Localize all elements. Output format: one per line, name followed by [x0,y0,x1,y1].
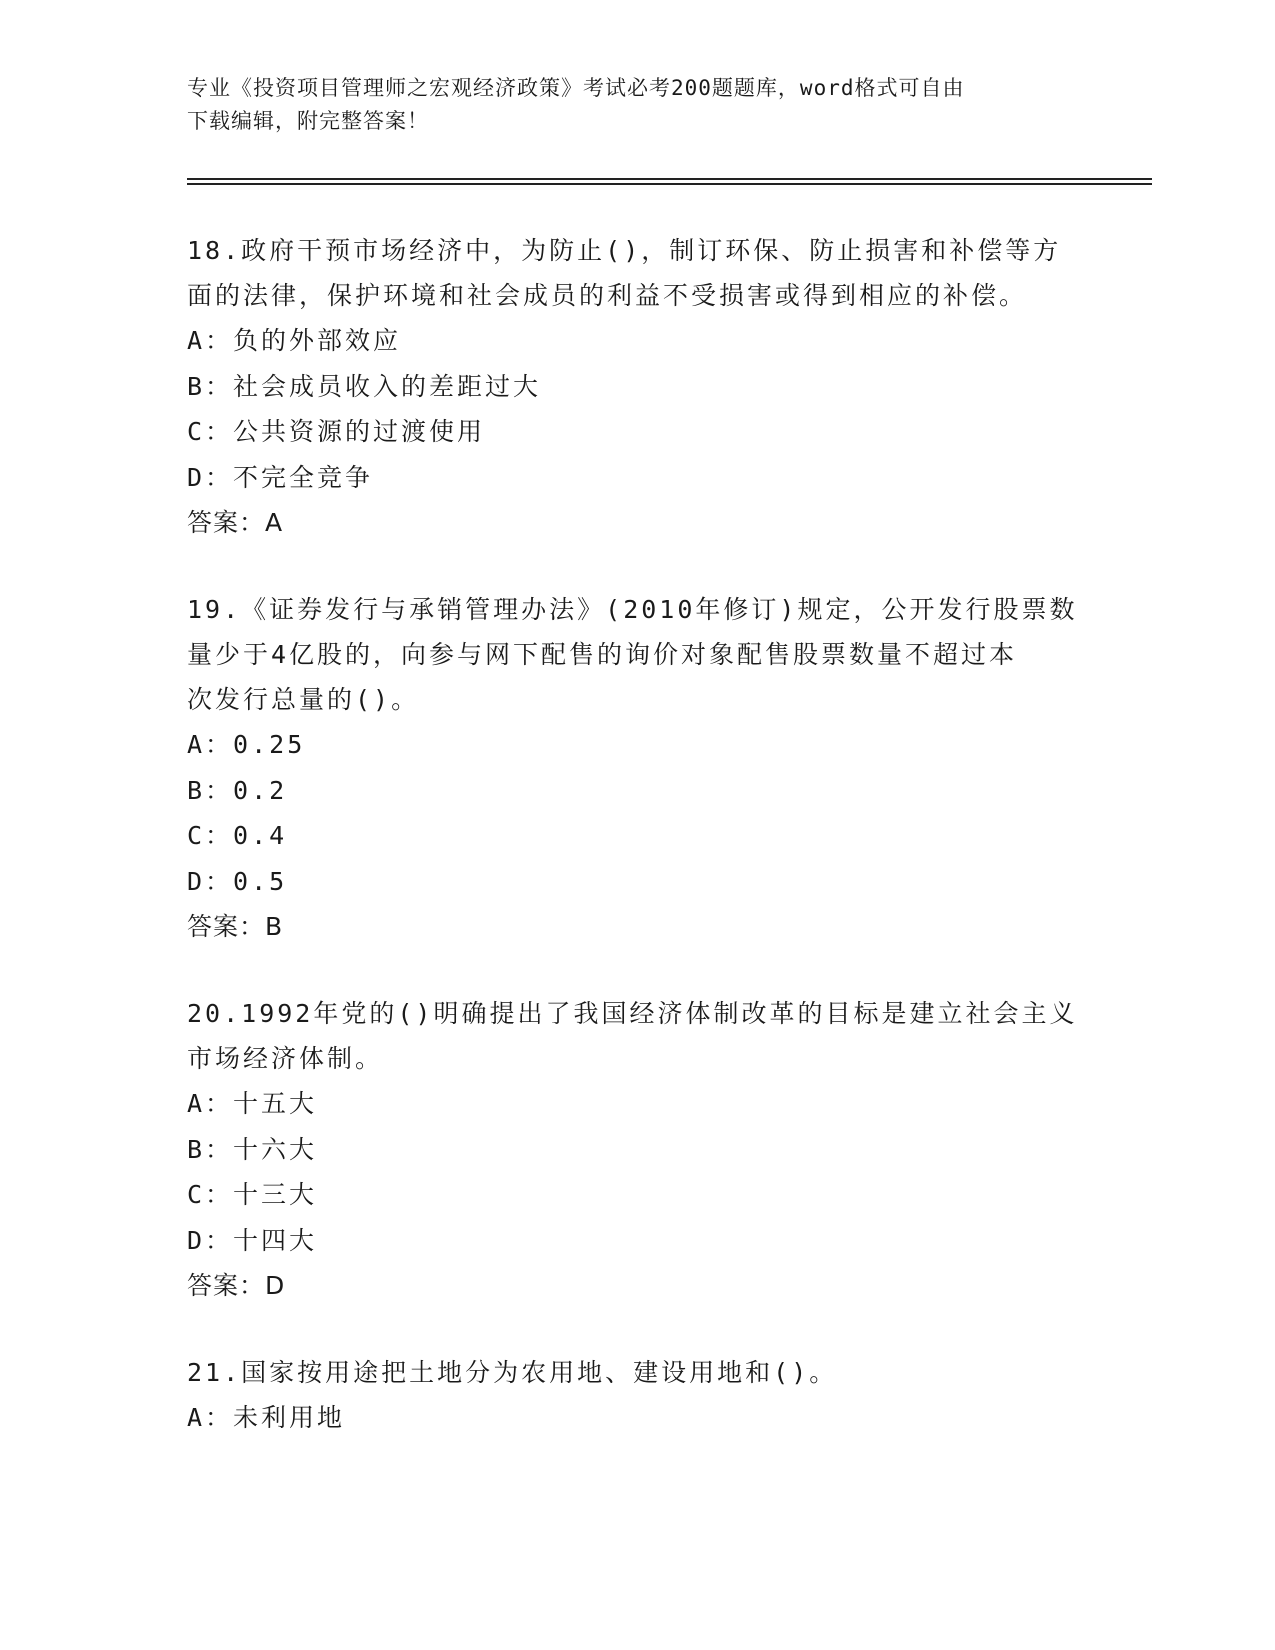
option-d: D：不完全竞争 [187,462,374,492]
answer: 答案：B [187,912,284,941]
question-stem-line: 18.政府干预市场经济中，为防止()，制订环保、防止损害和补偿等方 [187,236,1062,265]
question-19 [187,587,1087,950]
question-stem-line: 19.《证券发行与承销管理办法》(2010年修订)规定，公开发行股票数 [187,595,1078,624]
option-d: D：十四大 [187,1225,318,1255]
option-a: A：0.25 [187,730,306,759]
question-list [187,228,1087,1482]
question-stem-line: 次发行总量的()。 [187,685,420,714]
header-line-1: 专业《投资项目管理师之宏观经济政策》考试必考200题题库，word格式可自由 [187,76,965,100]
question-21 [187,1350,1087,1441]
question-18 [187,228,1087,546]
header-divider-top [187,178,1152,180]
option-a: A：未利用地 [187,1403,346,1432]
header-divider-bottom [187,183,1152,185]
option-b: B：0.2 [187,775,288,805]
option-c: C：公共资源的过渡使用 [187,417,486,446]
option-a: A：十五大 [187,1089,318,1118]
document-header [187,72,1067,138]
question-stem-line: 20.1992年党的()明确提出了我国经济体制改革的目标是建立社会主义 [187,999,1078,1028]
option-d: D：0.5 [187,866,288,896]
option-b: B：社会成员收入的差距过大 [187,371,542,401]
answer: 答案：A [187,508,284,537]
question-20 [187,991,1087,1309]
header-line-2: 下载编辑，附完整答案！ [187,109,429,133]
option-b: B：十六大 [187,1134,318,1164]
option-c: C：0.4 [187,821,288,850]
question-stem-line: 面的法律，保护环境和社会成员的利益不受损害或得到相应的补偿。 [187,281,1028,310]
option-a: A：负的外部效应 [187,326,402,355]
question-stem-line: 21.国家按用途把土地分为农用地、建设用地和()。 [187,1358,838,1387]
question-stem-line: 市场经济体制。 [187,1044,384,1073]
answer: 答案：D [187,1271,286,1300]
option-c: C：十三大 [187,1180,318,1209]
question-stem-line: 量少于4亿股的，向参与网下配售的询价对象配售股票数量不超过本 [187,640,1018,669]
